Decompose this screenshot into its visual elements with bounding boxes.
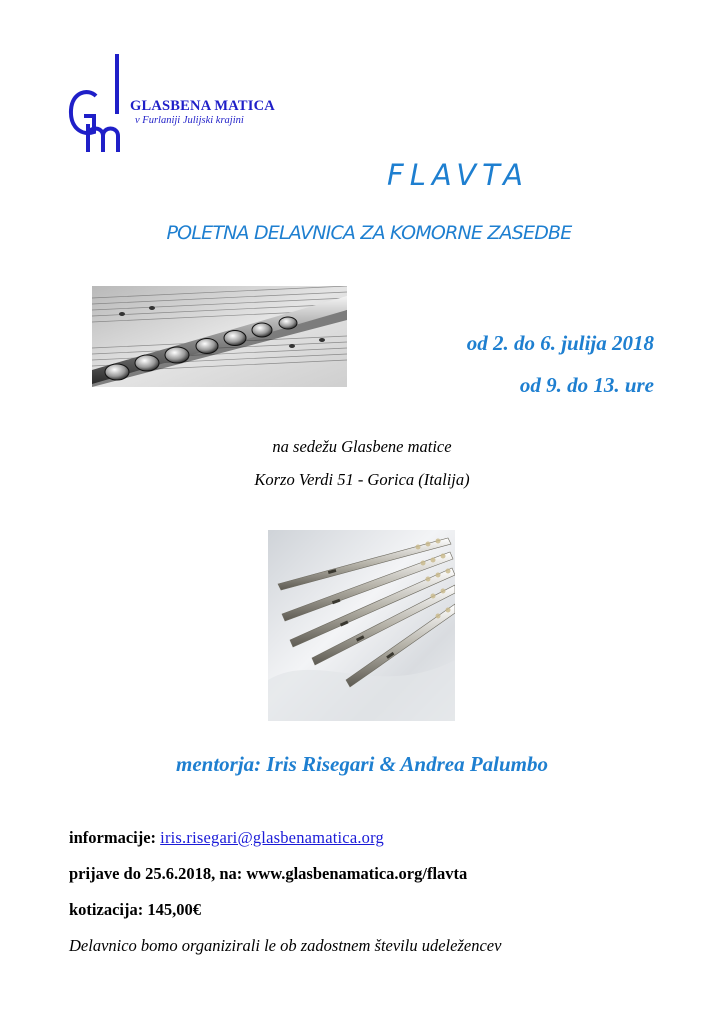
info-block <box>69 820 501 964</box>
contact-email-link[interactable]: iris.risegari@glasbenamatica.org <box>160 828 384 847</box>
flutes-row-photo <box>268 530 455 721</box>
minimum-participants-note: Delavnico bomo organizirali le ob zadostnem številu udeležencev <box>69 936 502 955</box>
venue-address: Korzo Verdi 51 - Gorica (Italija) <box>254 470 470 489</box>
mentors: mentorja: Iris Risegari & Andrea Palumbo <box>175 752 549 776</box>
logo-subtitle: v Furlaniji Julijski krajini <box>135 115 244 126</box>
workshop-dates <box>467 322 654 406</box>
logo-name: GLASBENA MATICA <box>130 98 275 114</box>
contact-line <box>69 820 501 856</box>
page-title: FLAVTA <box>387 158 529 192</box>
date-range: od 2. do 6. julija 2018 <box>466 331 654 355</box>
venue-line-1: na sedežu Glasbene matice <box>272 437 452 456</box>
registration-line: prijave do 25.6.2018, na: www.glasbenamatica.org/flavta <box>69 864 468 883</box>
venue <box>0 430 724 496</box>
fee-line: kotizacija: 145,00€ <box>69 900 201 919</box>
flute-keys-photo <box>92 286 347 387</box>
page-subtitle: POLETNA DELAVNICA ZA KOMORNE ZASEDBE <box>166 222 572 244</box>
contact-label: informacije: <box>69 828 157 847</box>
glasbena-matica-logo-icon <box>62 52 132 152</box>
time-range: od 9. do 13. ure <box>519 373 654 397</box>
